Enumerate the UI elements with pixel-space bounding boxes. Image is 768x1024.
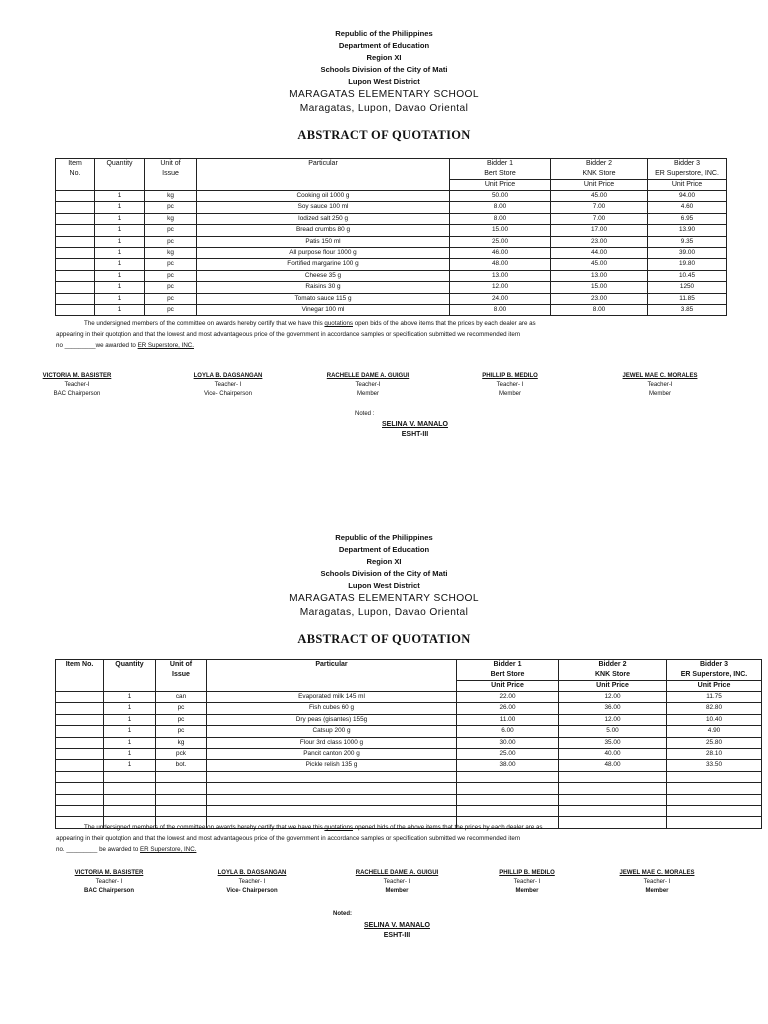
cell-qty: 1: [104, 748, 156, 759]
cell-b2: 35.00: [559, 737, 667, 748]
signatory-position: Member: [385, 888, 409, 894]
signatory-block: [173, 372, 283, 399]
col-bidder3: Bidder 3 ER Superstore, INC.: [648, 159, 727, 180]
table-row: [56, 259, 727, 270]
cell-particular: [207, 805, 457, 816]
signatory-name: LOYLA B. DAGSANGAN: [217, 870, 287, 876]
signatory-role: Teacher- I: [383, 879, 411, 885]
cell-item-no: [56, 783, 104, 794]
letterhead: [0, 532, 768, 620]
cell-particular: Pickle relish 135 g: [207, 760, 457, 771]
abstract-form-1: [0, 28, 768, 143]
cell-qty: 1: [104, 703, 156, 714]
cell-qty: 1: [95, 304, 145, 315]
cell-particular: Fish cubes 60 g: [207, 703, 457, 714]
cell-b2: 23.00: [551, 293, 648, 304]
cell-particular: Patis 150 ml: [197, 236, 450, 247]
cell-b1: 8.00: [450, 202, 551, 213]
cell-particular: Bread crumbs 80 g: [197, 225, 450, 236]
abstract-form-2: [0, 532, 768, 647]
cell-unit: pck: [156, 748, 207, 759]
cell-qty: 1: [104, 737, 156, 748]
cell-b1: 48.00: [450, 259, 551, 270]
table-row: [56, 748, 762, 759]
cell-b1: [457, 805, 559, 816]
cell-b1: 50.00: [450, 191, 551, 202]
school-address: Maragatas, Lupon, Davao Oriental: [299, 103, 469, 114]
cell-particular: Pancit canton 200 g: [207, 748, 457, 759]
col-particular: Particular: [197, 159, 450, 191]
cell-unit: kg: [145, 191, 197, 202]
signatory-role: Teacher- I: [238, 879, 266, 885]
cell-unit: pc: [145, 259, 197, 270]
cell-b1: 46.00: [450, 247, 551, 258]
cell-qty: 1: [95, 293, 145, 304]
cell-particular: All purpose flour 1000 g: [197, 247, 450, 258]
cell-b3: 10.45: [648, 270, 727, 281]
col-particular: Particular: [207, 660, 457, 692]
unit-price-header: Unit Price: [450, 180, 551, 191]
cell-item-no: [56, 692, 104, 703]
cell-b2: 44.00: [551, 247, 648, 258]
cell-b2: [559, 805, 667, 816]
unit-price-header: Unit Price: [551, 180, 648, 191]
cell-qty: 1: [95, 247, 145, 258]
cell-unit: [156, 805, 207, 816]
cell-item-no: [56, 202, 95, 213]
cell-b1: 8.00: [450, 213, 551, 224]
cell-qty: 1: [95, 191, 145, 202]
cell-b2: 7.00: [551, 213, 648, 224]
cell-b1: [457, 783, 559, 794]
cell-b1: 30.00: [457, 737, 559, 748]
cell-b2: [559, 771, 667, 782]
cell-unit: pc: [145, 270, 197, 281]
col-bidder1: Bidder 1 Bert Store: [457, 660, 559, 681]
cell-item-no: [56, 771, 104, 782]
cell-qty: [104, 771, 156, 782]
col-item-no: Item No.: [56, 660, 104, 692]
cell-unit: [156, 794, 207, 805]
col-quantity: Quantity: [104, 660, 156, 692]
cell-b3: [667, 794, 762, 805]
cell-unit: pc: [145, 225, 197, 236]
signatory-position: BAC Chairperson: [53, 391, 101, 397]
signatory-role: Teacher-I: [647, 382, 673, 388]
cell-particular: Iodized salt 250 g: [197, 213, 450, 224]
signatory-position: Vice- Chairperson: [204, 391, 252, 397]
school-name: MARAGATAS ELEMENTARY SCHOOL: [289, 593, 479, 604]
table-row: [56, 247, 727, 258]
signatory-role: Teacher- I: [643, 879, 671, 885]
cell-particular: Tomato sauce 115 g: [197, 293, 450, 304]
cell-b3: 11.75: [667, 692, 762, 703]
signatory-block: [342, 869, 452, 896]
cell-b1: 22.00: [457, 692, 559, 703]
cell-item-no: [56, 794, 104, 805]
table-row: [56, 293, 727, 304]
cell-particular: Soy sauce 100 ml: [197, 202, 450, 213]
cell-qty: 1: [104, 760, 156, 771]
cell-item-no: [56, 225, 95, 236]
cell-item-no: [56, 737, 104, 748]
cell-particular: [207, 771, 457, 782]
cell-item-no: [56, 293, 95, 304]
cell-particular: [207, 783, 457, 794]
header-line: Republic of the Philippines: [335, 29, 433, 38]
cell-item-no: [56, 748, 104, 759]
cell-b1: 12.00: [450, 282, 551, 293]
quotation-table-2: [55, 659, 762, 829]
header-line: Region XI: [366, 53, 402, 62]
table-row: [56, 270, 727, 281]
cell-unit: kg: [145, 247, 197, 258]
cell-item-no: [56, 270, 95, 281]
cell-qty: 1: [104, 692, 156, 703]
certification-text-1: The undersigned members of the committee on awards hereby certify that we have this quotations open bids of the above items that the prices by each dealer are as appearing in their quotqtion and that the lowest and most advantageous price of the government in accordance samples or specification submitted we recommended item no _________we awarded to ER Superstore, INC.: [56, 320, 536, 349]
cell-unit: pc: [156, 714, 207, 725]
cell-b2: 8.00: [551, 304, 648, 315]
cell-particular: Vinegar 100 ml: [197, 304, 450, 315]
signatory-block: [54, 869, 164, 896]
signatory-position: BAC Chairperson: [83, 888, 134, 894]
cell-b3: 3.85: [648, 304, 727, 315]
col-quantity: Quantity: [95, 159, 145, 191]
header-line: Schools Division of the City of Mati: [320, 569, 448, 578]
cell-b3: 25.80: [667, 737, 762, 748]
cell-b1: 25.00: [457, 748, 559, 759]
cell-b1: [457, 771, 559, 782]
cell-b2: 45.00: [551, 191, 648, 202]
signatory-position: Member: [498, 391, 521, 397]
header-line: Republic of the Philippines: [335, 533, 433, 542]
header-line: Lupon West District: [348, 77, 420, 86]
cell-b2: 45.00: [551, 259, 648, 270]
cell-b3: 39.00: [648, 247, 727, 258]
cell-b3: [667, 783, 762, 794]
cell-qty: 1: [95, 259, 145, 270]
cell-unit: pc: [156, 703, 207, 714]
cell-unit: pc: [145, 282, 197, 293]
signatory-role: Teacher-I: [355, 382, 381, 388]
cell-qty: [104, 794, 156, 805]
table-row: [56, 771, 762, 782]
cell-unit: pc: [145, 304, 197, 315]
col-bidder3: Bidder 3 ER Superstore, INC.: [667, 660, 762, 681]
cell-qty: 1: [95, 236, 145, 247]
cell-item-no: [56, 247, 95, 258]
cell-qty: [104, 783, 156, 794]
cell-qty: 1: [95, 202, 145, 213]
cell-particular: Evaporated milk 145 ml: [207, 692, 457, 703]
signatory-position: Member: [645, 888, 669, 894]
cell-b2: 5.00: [559, 726, 667, 737]
signatory-name: JEWEL MAE C. MORALES: [619, 870, 695, 876]
header-line: Lupon West District: [348, 581, 420, 590]
cell-unit: kg: [145, 213, 197, 224]
cell-particular: Catsup 200 g: [207, 726, 457, 737]
cell-b3: 11.85: [648, 293, 727, 304]
table-row: [56, 202, 727, 213]
cell-b3: 82.80: [667, 703, 762, 714]
signatory-position: Member: [356, 391, 379, 397]
cell-particular: [207, 794, 457, 805]
signatory-block: [313, 372, 423, 399]
unit-price-header: Unit Price: [648, 180, 727, 191]
cell-b1: 13.00: [450, 270, 551, 281]
cell-b2: 12.00: [559, 692, 667, 703]
header-line: Department of Education: [338, 41, 430, 50]
cell-item-no: [56, 282, 95, 293]
signatory-name: JEWEL MAE C. MORALES: [622, 373, 698, 379]
cell-b3: 13.90: [648, 225, 727, 236]
cell-qty: 1: [104, 714, 156, 725]
cell-item-no: [56, 259, 95, 270]
signatory-name: VICTORIA M. BASISTER: [42, 373, 112, 379]
signatory-name: PHILLIP B. MEDILO: [499, 870, 555, 876]
table-row: [56, 703, 762, 714]
cell-item-no: [56, 703, 104, 714]
cell-b2: 7.00: [551, 202, 648, 213]
cell-unit: pc: [145, 293, 197, 304]
cell-item-no: [56, 213, 95, 224]
cell-b1: 11.00: [457, 714, 559, 725]
school-address: Maragatas, Lupon, Davao Oriental: [299, 607, 469, 618]
header-line: Region XI: [366, 557, 402, 566]
cell-qty: [104, 805, 156, 816]
cell-b2: 36.00: [559, 703, 667, 714]
cell-b2: 15.00: [551, 282, 648, 293]
table-row: [56, 714, 762, 725]
cell-b2: [559, 783, 667, 794]
certification-text-2: The undersigned members of the committee on awards hereby certify that we have this quotations opened bids of the above items that the prices by each dealer are as appearing in their quotqtion and that the lowest and most advantageous price of the government in accordance samples or specification submitted we recommended item no. _________ be awarded to ER Superstore, INC.: [56, 824, 543, 853]
header-line: Department of Education: [338, 545, 430, 554]
cell-qty: 1: [95, 282, 145, 293]
cell-particular: Cooking oil 1000 g: [197, 191, 450, 202]
cell-unit: kg: [156, 737, 207, 748]
signatory-block: [22, 372, 132, 399]
signatory-role: Teacher- I: [513, 879, 541, 885]
cell-qty: 1: [104, 726, 156, 737]
cell-b3: 33.50: [667, 760, 762, 771]
table-row: [56, 760, 762, 771]
signatory-block: [197, 869, 307, 896]
cell-b2: 40.00: [559, 748, 667, 759]
cell-b2: 13.00: [551, 270, 648, 281]
signatory-role: Teacher- I: [95, 879, 123, 885]
cell-unit: pc: [145, 202, 197, 213]
cell-unit: [156, 783, 207, 794]
cell-b3: 4.60: [648, 202, 727, 213]
cell-b1: [457, 794, 559, 805]
signatory-name: RACHELLE DAME A. GUIGUI: [326, 373, 410, 379]
signatory-block: [605, 372, 715, 399]
cell-b3: [667, 771, 762, 782]
unit-price-header: Unit Price: [667, 681, 762, 692]
cell-b2: 23.00: [551, 236, 648, 247]
header-line: Schools Division of the City of Mati: [320, 65, 448, 74]
signatory-role: Teacher- I: [496, 382, 524, 388]
table-row: [56, 213, 727, 224]
cell-qty: 1: [95, 225, 145, 236]
table-row: [56, 805, 762, 816]
col-item-no: Item No.: [56, 159, 95, 191]
signatory-role: Teacher-I: [64, 382, 90, 388]
cell-b1: 38.00: [457, 760, 559, 771]
table-row: [56, 225, 727, 236]
cell-item-no: [56, 760, 104, 771]
cell-particular: Raisins 30 g: [197, 282, 450, 293]
cell-item-no: [56, 805, 104, 816]
col-bidder2: Bidder 2 KNK Store: [551, 159, 648, 180]
noted-signatory-1: SELINA V. MANALO ESHT-III: [382, 421, 448, 438]
letterhead: [0, 28, 768, 116]
cell-b3: 9.35: [648, 236, 727, 247]
table-row: [56, 737, 762, 748]
cell-item-no: [56, 714, 104, 725]
noted-signatory-2: SELINA V. MANALO ESHT-III: [364, 922, 430, 939]
school-name: MARAGATAS ELEMENTARY SCHOOL: [289, 89, 479, 100]
col-unit: Unit of Issue: [145, 159, 197, 191]
signatory-role: Teacher- I: [214, 382, 242, 388]
cell-particular: Cheese 35 g: [197, 270, 450, 281]
signatory-name: PHILLIP B. MEDILO: [482, 373, 538, 379]
cell-b3: 94.00: [648, 191, 727, 202]
document-title: ABSTRACT OF QUOTATION: [297, 128, 471, 142]
cell-b1: 8.00: [450, 304, 551, 315]
cell-particular: Dry peas (gisantes) 155g: [207, 714, 457, 725]
signatory-name: LOYLA B. DAGSANGAN: [193, 373, 263, 379]
col-bidder1: Bidder 1 Bert Store: [450, 159, 551, 180]
col-unit: Unit of Issue: [156, 660, 207, 692]
cell-b3: 4.90: [667, 726, 762, 737]
cell-unit: pc: [156, 726, 207, 737]
signatory-name: RACHELLE DAME A. GUIGUI: [355, 870, 439, 876]
cell-particular: Fortified margarine 100 g: [197, 259, 450, 270]
signatory-position: Member: [648, 391, 671, 397]
signatory-block: [472, 869, 582, 896]
cell-item-no: [56, 304, 95, 315]
noted-label: Noted :: [355, 411, 375, 417]
table-row: [56, 236, 727, 247]
signatory-name: VICTORIA M. BASISTER: [74, 870, 144, 876]
quotation-table-1: [55, 158, 727, 316]
cell-particular: Flour 3rd class 1000 g: [207, 737, 457, 748]
cell-b2: 17.00: [551, 225, 648, 236]
cell-item-no: [56, 236, 95, 247]
signatory-position: Vice- Chairperson: [226, 888, 278, 894]
noted-label: Noted:: [333, 911, 352, 917]
cell-b2: 48.00: [559, 760, 667, 771]
cell-item-no: [56, 191, 95, 202]
table-row: [56, 191, 727, 202]
cell-b3: 1250: [648, 282, 727, 293]
table-row: [56, 726, 762, 737]
cell-b1: 24.00: [450, 293, 551, 304]
cell-b1: 6.00: [457, 726, 559, 737]
col-bidder2: Bidder 2 KNK Store: [559, 660, 667, 681]
unit-price-header: Unit Price: [559, 681, 667, 692]
cell-b3: 28.10: [667, 748, 762, 759]
cell-b2: 12.00: [559, 714, 667, 725]
cell-b3: 10.40: [667, 714, 762, 725]
cell-b1: 15.00: [450, 225, 551, 236]
cell-qty: 1: [95, 270, 145, 281]
cell-b1: 25.00: [450, 236, 551, 247]
document-title: ABSTRACT OF QUOTATION: [297, 632, 471, 646]
cell-unit: can: [156, 692, 207, 703]
unit-price-header: Unit Price: [457, 681, 559, 692]
table-row: [56, 794, 762, 805]
signatory-position: Member: [515, 888, 539, 894]
cell-qty: 1: [95, 213, 145, 224]
table-row: [56, 282, 727, 293]
cell-b3: 6.95: [648, 213, 727, 224]
table-row: [56, 692, 762, 703]
table-row: [56, 304, 727, 315]
table-row: [56, 783, 762, 794]
cell-item-no: [56, 726, 104, 737]
cell-b2: [559, 794, 667, 805]
cell-unit: pc: [145, 236, 197, 247]
cell-unit: [156, 771, 207, 782]
cell-b1: 26.00: [457, 703, 559, 714]
cell-b3: [667, 805, 762, 816]
cell-unit: bot.: [156, 760, 207, 771]
signatory-block: [455, 372, 565, 399]
cell-b3: 19.80: [648, 259, 727, 270]
signatory-block: [602, 869, 712, 896]
